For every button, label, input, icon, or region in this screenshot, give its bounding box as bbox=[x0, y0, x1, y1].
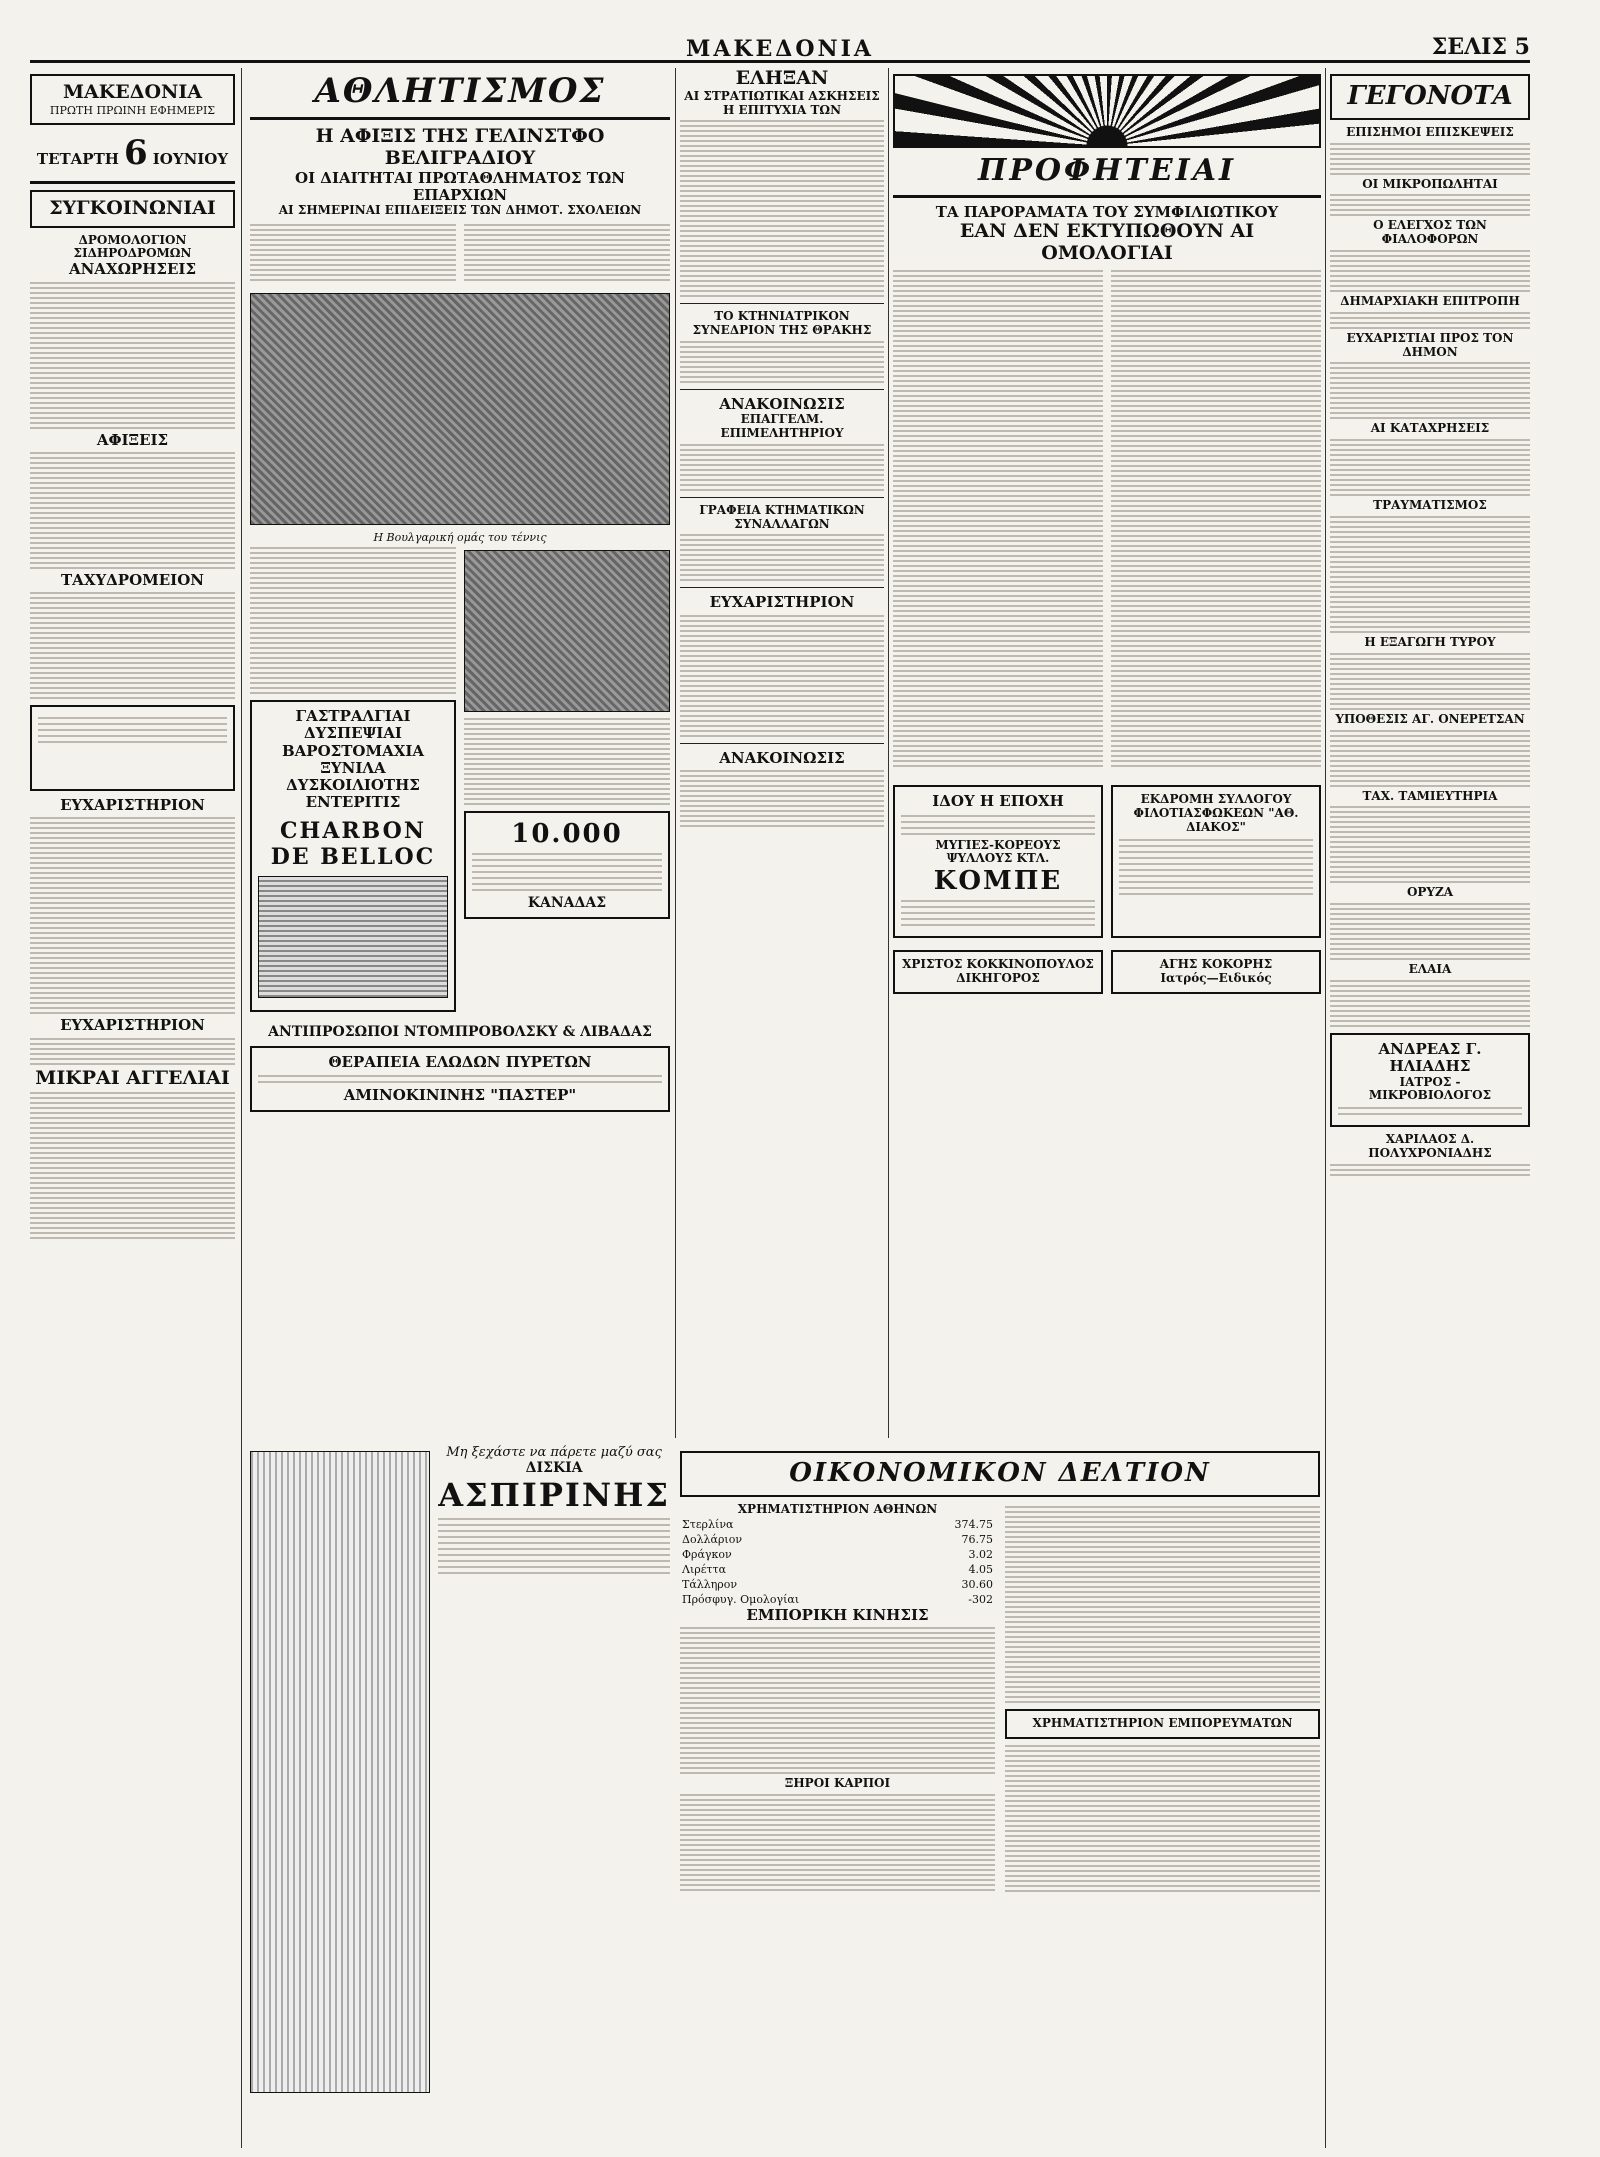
fever-ad bbox=[250, 1046, 670, 1113]
rate-name: Στερλίνα bbox=[682, 1517, 734, 1531]
tennis-team-photo bbox=[250, 293, 670, 525]
column-rule bbox=[888, 68, 889, 1438]
insecticide-ad-brand: ΚΟΜΠΕ bbox=[933, 866, 1063, 897]
brand-subtitle: ΠΡΩΤΗ ΠΡΩΙΝΗ ΕΦΗΜΕΡΙΣ bbox=[49, 103, 216, 117]
events-h2: ΟΙ ΜΙΚΡΟΠΩΛΗΤΑΙ bbox=[1362, 176, 1498, 191]
finance-h4: ΧΡΗΜΑΤΙΣΤΗΡΙΟΝ ΕΜΠΟΡΕΥΜΑΤΩΝ bbox=[1005, 1709, 1320, 1739]
post-office-text bbox=[30, 592, 235, 699]
news-h4: ΓΡΑΦΕΙΑ ΚΤΗΜΑΤΙΚΩΝ ΣΥΝΑΛΛΑΓΩΝ bbox=[699, 502, 865, 531]
sports-title: ΑΘΛΗΤΙΣΜΟΣ bbox=[314, 71, 606, 111]
canada-ad bbox=[464, 811, 670, 919]
agents-line: ΑΝΤΙΠΡΟΣΩΠΟΙ ΝΤΟΜΠΡΟΒΟΛΣΚΥ & ΛΙΒΑΔΑΣ bbox=[268, 1023, 652, 1040]
news-h1b: ΑΙ ΣΤΡΑΤΙΩΤΙΚΑΙ ΑΣΚΗΣΕΙΣ bbox=[684, 88, 880, 103]
news-h6: ΑΝΑΚΟΙΝΩΣΙΣ bbox=[719, 748, 845, 767]
events-h6: ΑΙ ΚΑΤΑΧΡΗΣΕΙΣ bbox=[1370, 421, 1490, 436]
column-news bbox=[680, 68, 884, 1368]
bottle-illustration bbox=[258, 876, 448, 998]
insecticide-ad-title: ΙΔΟΥ Η ΕΠΟΧΗ bbox=[932, 792, 1064, 811]
lawyer-ad bbox=[893, 950, 1103, 994]
news-h2a: ΤΟ ΚΤΗΝΙΑΤΡΙΚΟΝ bbox=[714, 309, 850, 324]
rate-value: 4.05 bbox=[968, 1562, 993, 1576]
ad-line: ΓΑΣΤΡΑΛΓΙΑΙ bbox=[295, 707, 411, 726]
classifieds-text bbox=[30, 1092, 235, 1239]
column-rule bbox=[1325, 68, 1326, 2148]
arrivals-heading: ΑΦΙΞΕΙΣ bbox=[96, 430, 169, 449]
excursion-ad-sub: ΦΙΛΟΤΙΑΣΦΩΚΕΩΝ "ΑΘ. ΔΙΑΚΟΣ" bbox=[1133, 806, 1299, 835]
date-number: 6 bbox=[124, 132, 148, 173]
ad-line: ΕΝΤΕΡΙΤΙΣ bbox=[305, 793, 401, 812]
banner-title: ΠΡΟΦΗΤΕΙΑΙ bbox=[977, 153, 1237, 188]
rate-row bbox=[680, 1532, 995, 1547]
canada-ad-number: 10.000 bbox=[511, 819, 623, 850]
page-number: ΣΕΛΙΣ 5 bbox=[1431, 34, 1530, 60]
thanks-text-2 bbox=[30, 1038, 235, 1065]
events-h10: ΤΑΧ. ΤΑΜΙΕΥΤΗΡΙΑ bbox=[1362, 788, 1498, 803]
sports-headline-2: ΟΙ ΔΙΑΙΤΗΤΑΙ ΠΡΩΤΑΘΛΗΜΑΤΟΣ ΤΩΝ ΕΠΑΡΧΙΩΝ bbox=[295, 168, 625, 205]
portrait-photo bbox=[464, 550, 670, 712]
date-day: ΤΕΤΑΡΤΗ bbox=[36, 149, 119, 168]
column-politics bbox=[893, 68, 1321, 1443]
politics-headline-2: ΕΑΝ ΔΕΝ ΕΚΤΥΠΩΘΟΥΝ ΑΙ ΟΜΟΛΟΓΙΑΙ bbox=[959, 219, 1255, 264]
thanks-heading-2: ΕΥΧΑΡΙΣΤΗΡΙΟΝ bbox=[60, 1016, 205, 1035]
brand-title: ΜΑΚΕΔΟΝΙΑ bbox=[62, 81, 203, 103]
photo-caption: Η Βουλγαρική ομάς του τέννις bbox=[373, 531, 547, 545]
train-schedule-title: ΔΡΟΜΟΛΟΓΙΟΝ ΣΙΔΗΡΟΔΡΟΜΩΝ bbox=[73, 232, 192, 261]
aspirin-ad bbox=[250, 1445, 670, 2145]
rate-value: 30.60 bbox=[961, 1577, 993, 1591]
sports-headline-3: ΑΙ ΣΗΜΕΡΙΝΑΙ ΕΠΙΔΕΙΞΕΙΣ ΤΩΝ ΔΗΜΟΤ. ΣΧΟΛΕΙΩΝ bbox=[278, 203, 642, 218]
finance-section bbox=[680, 1445, 1320, 2145]
column-rule bbox=[675, 68, 676, 1438]
sunburst-banner bbox=[893, 74, 1321, 148]
events-title: ΓΕΓΟΝΟΤΑ bbox=[1330, 74, 1530, 120]
column-schedules bbox=[30, 68, 235, 2153]
bottom-name: ΧΑΡΙΛΑΟΣ Δ. ΠΟΛΥΧΡΟΝΙΑΔΗΣ bbox=[1368, 1132, 1492, 1160]
thanks-text bbox=[30, 817, 235, 1014]
canada-ad-name: ΚΑΝΑΔΑΣ bbox=[527, 895, 607, 912]
rate-value: 3.02 bbox=[968, 1547, 993, 1561]
excursion-ad-title: ΕΚΔΡΟΜΗ ΣΥΛΛΟΓΟΥ bbox=[1140, 792, 1292, 807]
lawyer-name: ΧΡΙΣΤΟΣ ΚΟΚΚΙΝΟΠΟΥΛΟΣ bbox=[902, 957, 1094, 972]
lawyer-title: ΔΙΚΗΓΟΡΟΣ bbox=[956, 971, 1040, 986]
aspirin-illustration bbox=[250, 1451, 430, 2093]
aspirin-ad-sub: ΔΙΣΚΙΑ bbox=[525, 1460, 583, 1476]
rice-heading: ΟΡΥΖΑ bbox=[1406, 885, 1454, 900]
ad-line: ΞΥΝΙΛΑ bbox=[320, 758, 386, 777]
news-h2b: ΣΥΝΕΔΡΙΟΝ ΤΗΣ ΘΡΑΚΗΣ bbox=[692, 323, 872, 338]
rate-name: Δολλάριον bbox=[682, 1532, 743, 1546]
masthead bbox=[30, 34, 1530, 63]
doctor-name: ΑΓΗΣ ΚΟΚΟΡΗΣ bbox=[1159, 957, 1273, 972]
news-h1c: Η ΕΠΙΤΥΧΙΑ ΤΩΝ bbox=[722, 102, 842, 117]
rate-row bbox=[680, 1517, 995, 1532]
rate-row bbox=[680, 1547, 995, 1562]
column-rule bbox=[241, 68, 242, 2148]
physician-title: ΙΑΤΡΟΣ - ΜΙΚΡΟΒΙΟΛΟΓΟΣ bbox=[1368, 1074, 1492, 1103]
section-transport: ΣΥΓΚΟΙΝΩΝΙΑΙ bbox=[30, 190, 235, 228]
aspirin-ad-pre: Μη ξεχάστε να πάρετε μαζύ σας bbox=[446, 1445, 662, 1460]
politics-headline-1: ΤΑ ΠΑΡΟΡΑΜΑΤΑ ΤΟΥ ΣΥΜΦΙΛΙΩΤΙΚΟΥ bbox=[935, 202, 1279, 221]
doctor-title: Ιατρός—Ειδικός bbox=[1160, 971, 1272, 986]
rate-row bbox=[680, 1592, 995, 1607]
sports-headline-1: Η ΑΦΙΞΙΣ ΤΗΣ ΓΕΛΙΝΣΤΦΟ ΒΕΛΙΓΡΑΔΙΟΥ bbox=[315, 125, 605, 169]
rate-name: Λιρέττα bbox=[682, 1562, 727, 1576]
date-block bbox=[30, 133, 235, 173]
notice-box bbox=[30, 705, 235, 791]
charbon-brand: CHARBON DE BELLOC bbox=[270, 817, 436, 870]
doctor-ad bbox=[1111, 950, 1321, 994]
ad-line: ΒΑΡΟΣΤΟΜΑΧΙΑ bbox=[281, 741, 425, 760]
events-h8: Η ΕΞΑΓΩΓΗ ΤΥΡΟΥ bbox=[1364, 635, 1496, 650]
rate-value: 374.75 bbox=[954, 1517, 993, 1531]
stomach-ad bbox=[250, 700, 456, 1012]
column-events bbox=[1330, 68, 1530, 2148]
fever-ad-title: ΘΕΡΑΠΕΙΑ ΕΛΩΔΩΝ ΠΥΡΕΤΩΝ bbox=[328, 1052, 592, 1071]
finance-h3: ΞΗΡΟΙ ΚΑΡΠΟΙ bbox=[784, 1775, 891, 1790]
news-h5: ΕΥΧΑΡΙΣΤΗΡΙΟΝ bbox=[709, 593, 855, 612]
events-h3: Ο ΕΛΕΓΧΟΣ ΤΩΝ ΦΙΑΛΟΦΟΡΩΝ bbox=[1373, 218, 1487, 247]
events-h7: ΤΡΑΥΜΑΤΙΣΜΟΣ bbox=[1373, 498, 1487, 513]
excursion-ad bbox=[1111, 785, 1321, 938]
events-h5: ΕΥΧΑΡΙΣΤΙΑΙ ΠΡΟΣ ΤΟΝ ΔΗΜΟΝ bbox=[1346, 330, 1514, 359]
insecticide-ad-mid: ΜΥΓΙΕΣ-ΚΟΡΕΟΥΣ ΨΥΛΛΟΥΣ ΚΤΛ. bbox=[935, 837, 1061, 866]
insecticide-ad bbox=[893, 785, 1103, 938]
aspirin-ad-brand: ΑΣΠΙΡΙΝΗΣ bbox=[438, 1476, 670, 1514]
events-h1: ΕΠΙΣΗΜΟΙ ΕΠΙΣΚΕΨΕΙΣ bbox=[1346, 124, 1514, 139]
news-h3b: ΕΠΑΓΓΕΛΜ. ΕΠΙΜΕΛΗΤΗΡΙΟΥ bbox=[720, 412, 844, 441]
rate-row bbox=[680, 1562, 995, 1577]
olives-heading: ΕΛΑΙΑ bbox=[1408, 962, 1452, 977]
column-sports bbox=[250, 68, 670, 1443]
ad-line: ΔΥΣΚΟΙΛΙΟΤΗΣ bbox=[286, 776, 420, 795]
rate-row bbox=[680, 1577, 995, 1592]
rate-name: Φράγκον bbox=[682, 1547, 732, 1561]
physician-name: ΑΝΔΡΕΑΣ Γ. ΗΛΙΑΔΗΣ bbox=[1378, 1040, 1482, 1076]
masthead-title: ΜΑΚΕΔΟΝΙΑ bbox=[685, 36, 874, 62]
rate-value: 76.75 bbox=[961, 1532, 993, 1546]
arrivals-text bbox=[30, 452, 235, 569]
ad-line: ΔΥΣΠΕΨΙΑΙ bbox=[304, 724, 402, 743]
brand-box bbox=[30, 74, 235, 125]
classifieds-heading: ΜΙΚΡΑΙ ΑΓΓΕΛΙΑΙ bbox=[35, 1066, 230, 1089]
finance-h2: ΕΜΠΟΡΙΚΗ ΚΙΝΗΣΙΣ bbox=[746, 1605, 929, 1624]
news-h1a: ΕΛΗΞΑΝ bbox=[735, 68, 829, 89]
departures-text bbox=[30, 282, 235, 429]
news-h3a: ΑΝΑΚΟΙΝΩΣΙΣ bbox=[719, 395, 845, 414]
post-office-heading: ΤΑΧΥΔΡΟΜΕΙΟΝ bbox=[61, 570, 204, 589]
finance-h1: ΧΡΗΜΑΤΙΣΤΗΡΙΟΝ ΑΘΗΝΩΝ bbox=[737, 1501, 938, 1516]
events-h4: ΔΗΜΑΡΧΙΑΚΗ ΕΠΙΤΡΟΠΗ bbox=[1340, 294, 1520, 309]
departures-heading: ΑΝΑΧΩΡΗΣΕΙΣ bbox=[68, 260, 197, 279]
physician-ad bbox=[1330, 1033, 1530, 1127]
date-month: ΙΟΥΝΙΟΥ bbox=[152, 149, 229, 168]
fever-ad-brand: ΑΜΙΝΟΚΙΝΙΝΗΣ "ΠΑΣΤΕΡ" bbox=[343, 1085, 577, 1104]
finance-title: ΟΙΚΟΝΟΜΙΚΟΝ ΔΕΛΤΙΟΝ bbox=[680, 1451, 1320, 1497]
rate-name: Πρόσφυγ. Ομολογίαι bbox=[682, 1592, 800, 1606]
rate-name: Τάλληρον bbox=[682, 1577, 738, 1591]
thanks-heading: ΕΥΧΑΡΙΣΤΗΡΙΟΝ bbox=[60, 796, 205, 815]
rate-value: -302 bbox=[968, 1592, 993, 1606]
rates-table bbox=[680, 1517, 995, 1607]
events-h9: ΥΠΟΘΕΣΙΣ ΑΓ. ΟΝΕΡΕΤΣΑΝ bbox=[1335, 711, 1525, 726]
